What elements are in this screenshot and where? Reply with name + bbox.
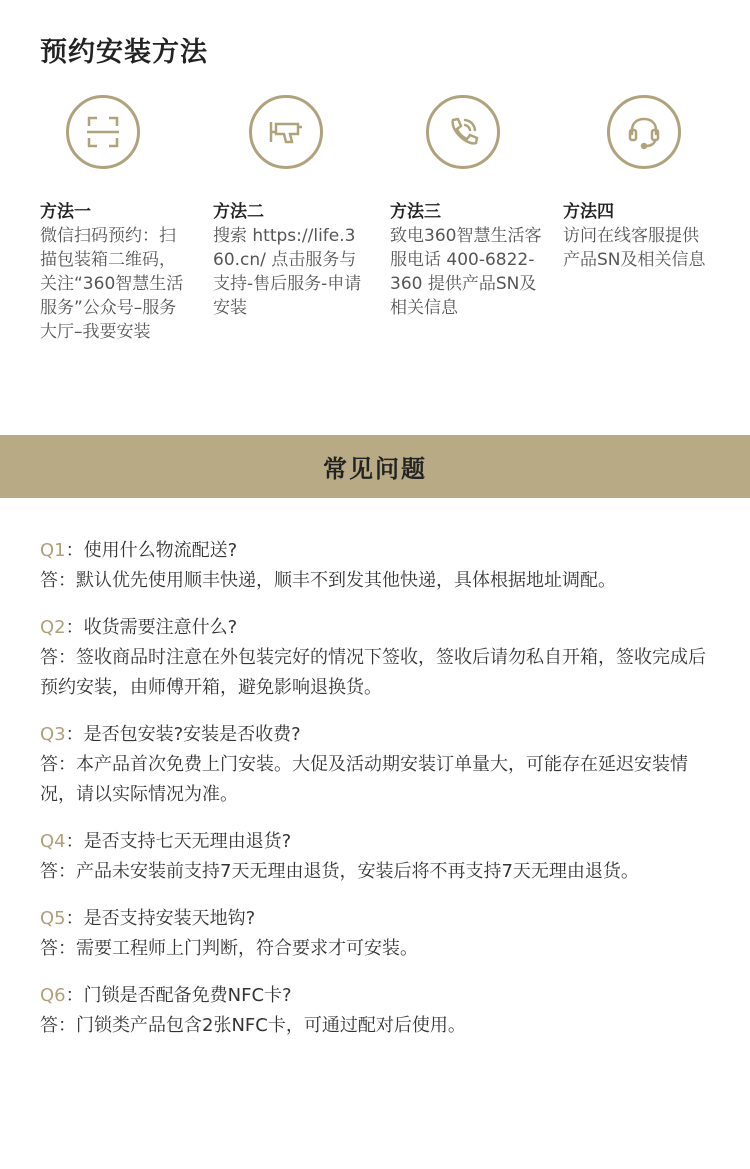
faq-answer: 答：本产品首次免费上门安装。大促及活动期安装订单量大，可能存在延迟安装情况，请以实际情况为准。: [40, 754, 688, 805]
method-description: 访问在线客服提供产品SN及相关信息: [563, 226, 706, 270]
faq-banner: [0, 435, 750, 498]
faq-item: [40, 613, 720, 703]
phone-icon: [426, 95, 500, 169]
faq-question: [40, 904, 720, 934]
headset-icon: [607, 95, 681, 169]
method-3: [390, 200, 542, 320]
method-title: 方法二: [213, 202, 264, 222]
method-description: 致电360智慧生活客服电话 400-6822-360 提供产品SN及相关信息: [390, 226, 542, 318]
method-description: 微信扫码预约：扫描包装箱二维码，关注“360智慧生活服务”公众号–服务大厅–我要安装: [40, 226, 184, 342]
faq-item: [40, 720, 720, 810]
faq-answer: 答：需要工程师上门判断，符合要求才可安装。: [40, 938, 418, 959]
question-text: ：使用什么物流配送?: [65, 540, 238, 561]
install-methods: [0, 95, 750, 395]
faq-item: [40, 827, 720, 887]
method-title: 方法三: [390, 202, 441, 222]
question-number: Q1: [40, 540, 66, 561]
faq-item: [40, 536, 720, 596]
faq-answer: 答：签收商品时注意在外包装完好的情况下签收，签收后请勿私自开箱，签收完成后预约安装，由师傅开箱，避免影响退换货。: [40, 647, 706, 698]
qr-scan-icon: [66, 95, 140, 169]
faq-answer: 答：产品未安装前支持7天无理由退货，安装后将不再支持7天无理由退货。: [40, 861, 639, 882]
faq-question: [40, 981, 720, 1011]
section-title-install: 预约安装方法: [40, 37, 208, 68]
method-4: [563, 200, 715, 272]
method-title: 方法四: [563, 202, 614, 222]
faq-item: [40, 904, 720, 964]
question-number: Q2: [40, 617, 66, 638]
question-text: ：是否支持七天无理由退货?: [65, 831, 292, 852]
method-1: [40, 200, 192, 344]
method-2: [213, 200, 365, 320]
question-text: ：收货需要注意什么?: [65, 617, 238, 638]
faq-question: [40, 613, 720, 643]
faq-question: [40, 536, 720, 566]
faq-question: [40, 720, 720, 750]
faq-question: [40, 827, 720, 857]
question-number: Q3: [40, 724, 66, 745]
question-text: ：是否支持安装天地钩?: [65, 908, 256, 929]
question-text: ：是否包安装?安装是否收费?: [65, 724, 301, 745]
faq-item: [40, 981, 720, 1041]
faq-list: [40, 536, 720, 1058]
question-text: ：门锁是否配备免费NFC卡?: [65, 985, 292, 1006]
faq-title: 常见问题: [323, 455, 427, 483]
method-description: 搜索 https://life.360.cn/ 点击服务与支持-售后服务-申请安装: [213, 226, 362, 318]
faq-answer: 答：默认优先使用顺丰快递，顺丰不到发其他快递，具体根据地址调配。: [40, 570, 616, 591]
question-number: Q6: [40, 985, 66, 1006]
method-title: 方法一: [40, 202, 91, 222]
drill-icon: [249, 95, 323, 169]
question-number: Q4: [40, 831, 66, 852]
faq-answer: 答：门锁类产品包含2张NFC卡，可通过配对后使用。: [40, 1015, 466, 1036]
question-number: Q5: [40, 908, 66, 929]
